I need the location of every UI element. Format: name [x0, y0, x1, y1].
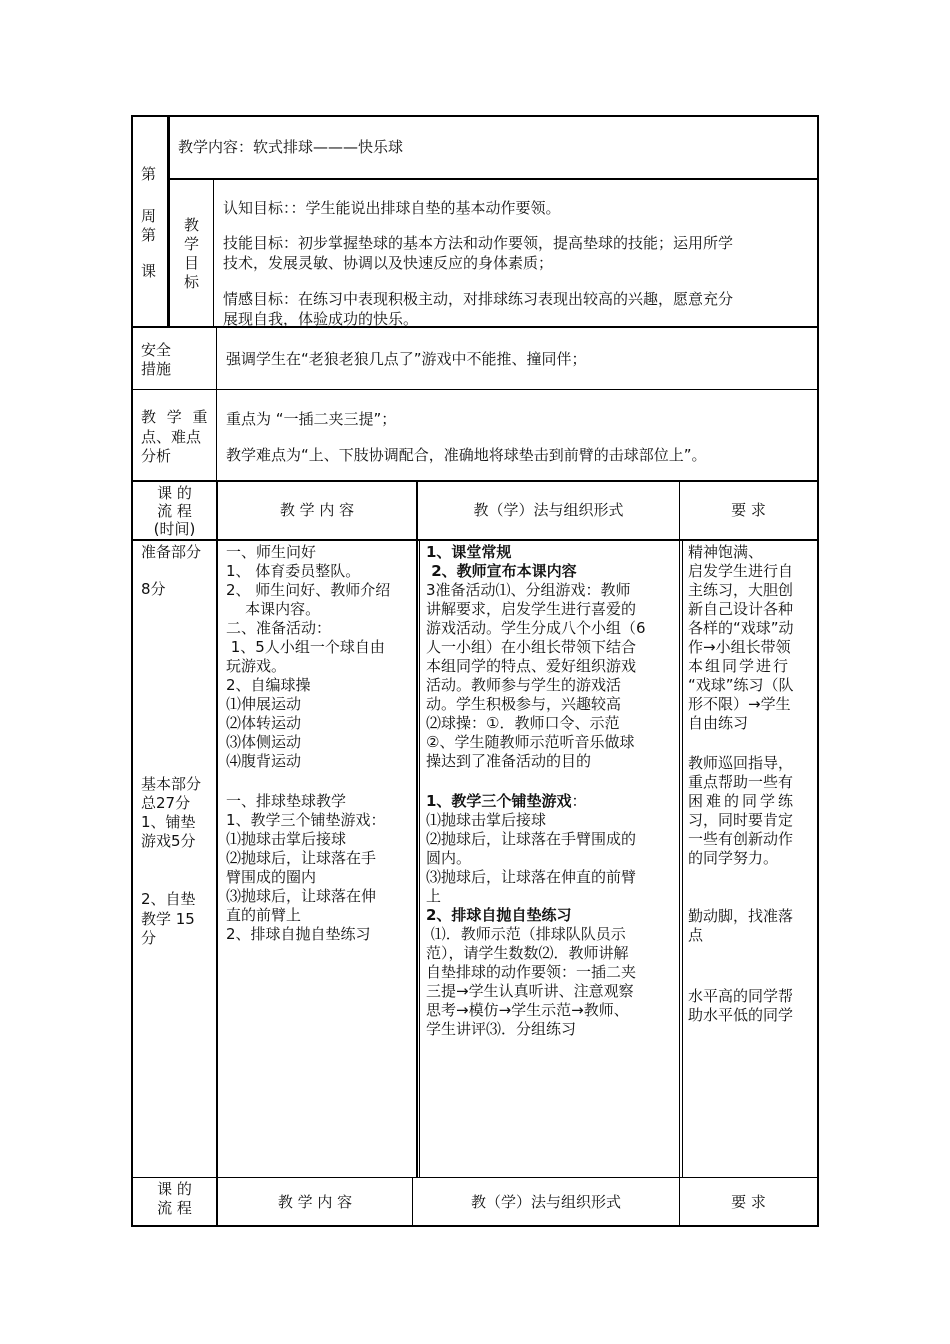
- goals-label-line: [213, 180, 214, 328]
- keypoints-label-3: 分析: [141, 447, 172, 465]
- method-line: 本组同学的特点、爱好组织游戏: [426, 657, 637, 675]
- header-flow-2: 流 程: [157, 502, 192, 520]
- label-col-line: [216, 328, 217, 482]
- content-line: ⑶体侧运动: [226, 733, 302, 751]
- method-line: 游戏活动。学生分成八个小组（6: [426, 619, 646, 637]
- req-line: 精神饱满、: [688, 543, 764, 561]
- keypoints-label-2: 点、难点: [141, 428, 202, 446]
- req-line: 困难的同学练: [688, 792, 797, 810]
- flow-col-line: [216, 482, 218, 1225]
- method-line: ⑶抛球后，让球落在伸直的前臂: [426, 868, 637, 886]
- req-line: 的同学努力。: [688, 849, 779, 867]
- method-line: 操达到了准备活动的目的: [426, 752, 592, 770]
- flow-basic-4: 游戏5分: [141, 832, 196, 850]
- method-line: 学生讲评⑶．分组练习: [426, 1020, 577, 1038]
- safety-label-2: 措施: [141, 360, 172, 378]
- footer-flow-2: 流 程: [157, 1199, 192, 1217]
- req-line: 启发学生进行自: [688, 562, 794, 580]
- content-line: ⑵体转运动: [226, 714, 302, 732]
- footer-req: 要 求: [731, 1193, 766, 1211]
- method-line: ②、学生随教师示范听音乐做球: [426, 733, 635, 751]
- safety-bottom-line: [131, 389, 819, 390]
- flow-basic-1: 基本部分: [141, 775, 202, 793]
- footer-flow-1: 课 的: [157, 1180, 192, 1198]
- teaching-content: 教学内容：软式排球———快乐球: [178, 138, 404, 156]
- content-line: 臂围成的圈内: [226, 868, 317, 886]
- method-line: 三提→学生认真听讲、注意观察: [426, 982, 634, 1000]
- req-line: 习，同时要肯定: [688, 811, 794, 829]
- flow-selfpad-1: 2、自垫: [141, 890, 196, 908]
- content-line: 2、 师生问好、教师介绍: [226, 581, 391, 599]
- content-line: 二、准备活动：: [226, 619, 332, 637]
- side-label-di: 第: [141, 165, 157, 183]
- border-left: [131, 115, 133, 1227]
- method-heading-tail: ：: [571, 792, 587, 810]
- content-line: ⑵抛球后，让球落在手: [226, 849, 377, 867]
- method-heading: 1、课堂常规: [426, 543, 512, 561]
- content-line: 一、排球垫球教学: [226, 792, 347, 810]
- content-line: ⑷腹背运动: [226, 752, 302, 770]
- header-flow-1: 课 的: [157, 484, 192, 502]
- method-line: ⑵抛球后，让球落在手臂围成的: [426, 830, 637, 848]
- header-method: 教（学）法与组织形式: [473, 501, 624, 519]
- header-req: 要 求: [731, 501, 766, 519]
- method-line: 讲解要求，启发学生进行喜爱的: [426, 600, 637, 618]
- req-line: 作→小组长带领: [688, 638, 791, 656]
- content-line: 本课内容。: [226, 600, 321, 618]
- content-line: 1、5人小组一个球自由: [226, 638, 385, 656]
- flow-prep: 准备部分: [141, 543, 202, 561]
- flow-selfpad-3: 分: [141, 929, 157, 947]
- flow-basic-2: 总27分: [141, 794, 191, 812]
- goal-emotion-2: 展现自我，体验成功的快乐。: [223, 310, 419, 328]
- flow-selfpad-2: 教学 15: [141, 910, 195, 928]
- req-line: 主练习，大胆创: [688, 581, 794, 599]
- content-row-line: [170, 178, 818, 180]
- req-line: 水平高的同学帮: [688, 987, 794, 1005]
- side-label-di2: 第: [141, 226, 157, 244]
- req-line: 各样的“戏球”动: [688, 619, 794, 637]
- keypoints-difficulty: 教学难点为“上、下肢协调配合，准确地将球垫击到前臂的击球部位上”。: [226, 446, 707, 464]
- goal-skill-1: 技能目标：初步掌握垫球的基本方法和动作要领，提高垫球的技能；运用所学: [223, 234, 734, 252]
- goal-emotion-1: 情感目标：在练习中表现积极主动，对排球练习表现出较高的兴趣，愿意充分: [223, 290, 734, 308]
- method-line: ⑴．教师示范（排球队队员示: [426, 925, 626, 943]
- content-line: 2、自编球操: [226, 676, 311, 694]
- border-right: [817, 115, 819, 1227]
- content-line: ⑴伸展运动: [226, 695, 302, 713]
- method-line: 范），请学生数数⑵．教师讲解: [426, 944, 629, 962]
- req-line: “戏球”练习（队: [688, 676, 794, 694]
- flow-basic-3: 1、铺垫: [141, 813, 196, 831]
- req-line: 一些有创新动作: [688, 830, 794, 848]
- content-line: 2、排球自抛自垫练习: [226, 925, 371, 943]
- content-line: ⑴抛球击掌后接球: [226, 830, 347, 848]
- method-line: ⑵球操：①．教师口令、示范: [426, 714, 620, 732]
- req-line: 自由练习: [688, 714, 749, 732]
- req-line: 形不限）→学生: [688, 695, 791, 713]
- keypoints-bottom-line: [131, 480, 819, 482]
- content-line: ⑶抛球后，让球落在伸: [226, 887, 377, 905]
- goals-label-3: 目: [184, 254, 200, 272]
- req-line: 教师巡回指导，: [688, 754, 794, 772]
- method-line: 思考→模仿→学生示范→教师、: [426, 1001, 629, 1019]
- goals-label-1: 教: [184, 216, 200, 234]
- method-line: 动。学生积极参与，兴趣较高: [426, 695, 622, 713]
- goals-label-4: 标: [184, 273, 200, 291]
- goals-label-2: 学: [184, 235, 200, 253]
- req-line: 助水平低的同学: [688, 1006, 794, 1024]
- req-line: 本组同学进行: [688, 657, 791, 675]
- content-line: 1、教学三个铺垫游戏：: [226, 811, 386, 829]
- method-line: ⑴抛球击掌后接球: [426, 811, 547, 829]
- req-line: 勤动脚，找准落: [688, 907, 794, 925]
- req-line: 新自己设计各种: [688, 600, 794, 618]
- method-heading: 1、教学三个铺垫游戏: [426, 792, 572, 810]
- method-line: 圆内。: [426, 849, 472, 867]
- method-line: 自垫排球的动作要领：一插二夹: [426, 963, 637, 981]
- side-label-ke: 课: [141, 262, 157, 280]
- method-col-inner-line: [682, 541, 683, 1177]
- content-line: 直的前臂上: [226, 906, 302, 924]
- footer-method: 教（学）法与组织形式: [470, 1193, 621, 1211]
- keypoints-label-1: 教 学 重: [141, 408, 211, 426]
- border-bottom: [131, 1225, 819, 1227]
- req-line: 点: [688, 926, 704, 944]
- footer-content: 教 学 内 容: [277, 1193, 353, 1211]
- method-heading: 2、排球自抛自垫练习: [426, 906, 572, 924]
- side-col-line: [167, 115, 170, 328]
- method-line: 人一小组）在小组长带领下结合: [426, 638, 637, 656]
- method-heading: 2、教师宣布本课内容: [426, 562, 577, 580]
- safety-text: 强调学生在“老狼老狼几点了”游戏中不能推、撞同伴；: [226, 350, 587, 368]
- method-line: 活动。教师参与学生的游戏活: [426, 676, 622, 694]
- req-line: 重点帮助一些有: [688, 773, 794, 791]
- method-line: 上: [426, 887, 442, 905]
- safety-label-1: 安全: [141, 341, 172, 359]
- content-line: 1、 体育委员整队。: [226, 562, 361, 580]
- method-line: 3准备活动⑴、分组游戏：教师: [426, 581, 631, 599]
- content-col-line: [416, 482, 418, 1177]
- content-col-inner-line: [419, 541, 420, 1177]
- flow-prep-time: 8分: [141, 580, 166, 598]
- body-bottom-line: [131, 1177, 819, 1178]
- content-line: 一、师生问好: [226, 543, 317, 561]
- method-col-line: [679, 482, 680, 1225]
- goal-cognitive: 认知目标：：学生能说出排球自垫的基本动作要领。: [223, 199, 561, 217]
- side-label-zhou: 周: [141, 207, 157, 225]
- border-top: [131, 115, 819, 117]
- header-flow-3: (时间): [153, 520, 196, 538]
- header-content: 教 学 内 容: [279, 501, 355, 519]
- keypoints-focus: 重点为 “一插二夹三提”；: [226, 410, 397, 428]
- goal-skill-2: 技术，发展灵敏、协调以及快速反应的身体素质；: [223, 254, 554, 272]
- content-line: 玩游戏。: [226, 657, 287, 675]
- method-heading-row: [426, 792, 586, 811]
- header-bottom-line: [131, 539, 819, 541]
